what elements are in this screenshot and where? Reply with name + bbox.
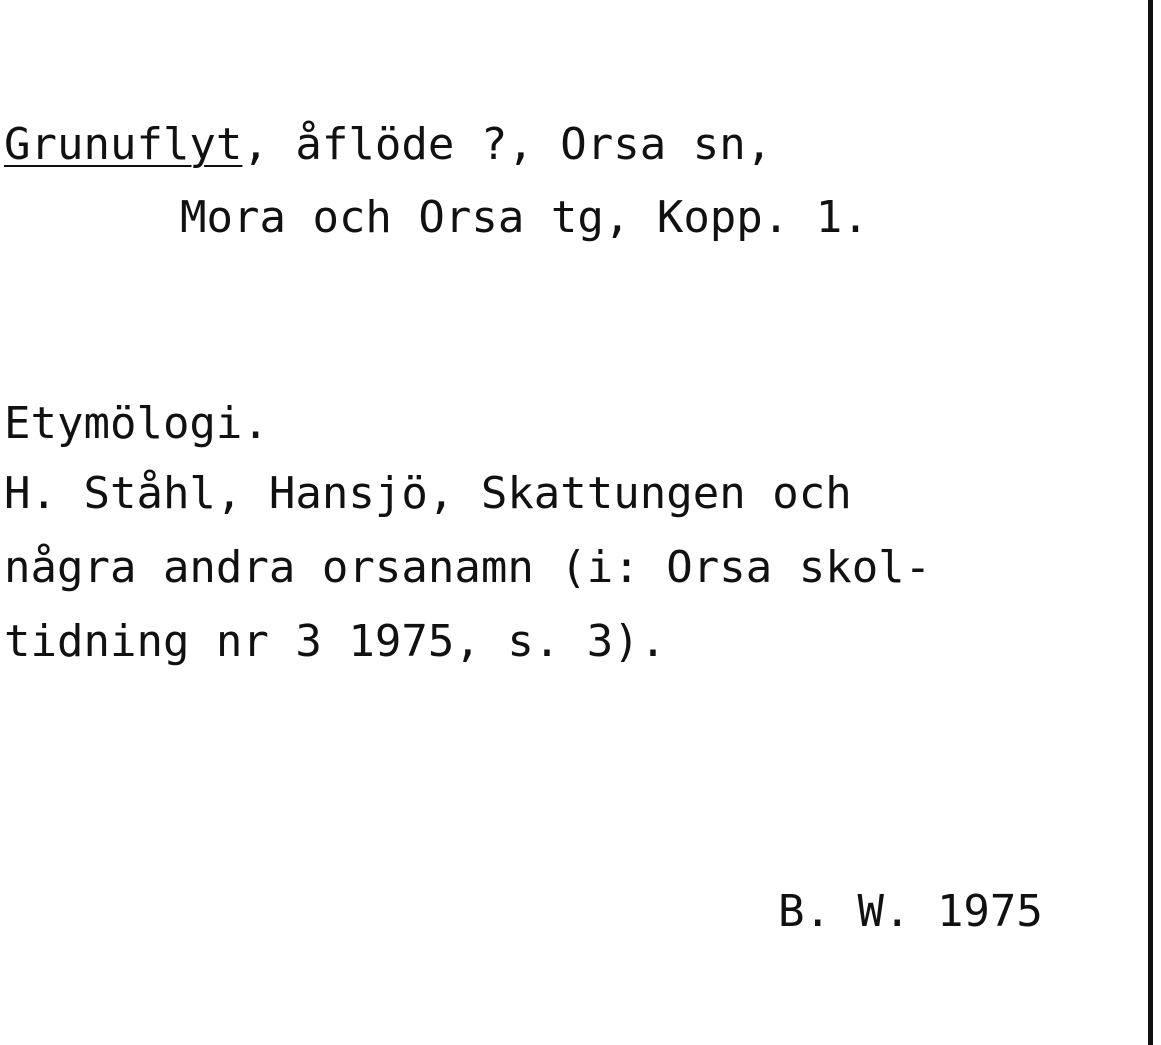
reference-line-2: några andra orsanamn (i: Orsa skol- <box>4 542 932 593</box>
headword: Grunuflyt <box>4 119 243 170</box>
signature: B. W. 1975 <box>778 886 1043 937</box>
section-label: Etymölogi. <box>4 398 269 449</box>
entry-line-1-rest: , åflöde ?, Orsa sn, <box>242 119 773 170</box>
entry-line-1 <box>4 119 773 170</box>
reference-line-3: tidning nr 3 1975, s. 3). <box>4 616 667 667</box>
reference-line-1: H. Ståhl, Hansjö, Skattungen och <box>4 468 852 519</box>
entry-line-2: Mora och Orsa tg, Kopp. 1. <box>180 192 869 243</box>
card-edge-line <box>1148 0 1153 1045</box>
